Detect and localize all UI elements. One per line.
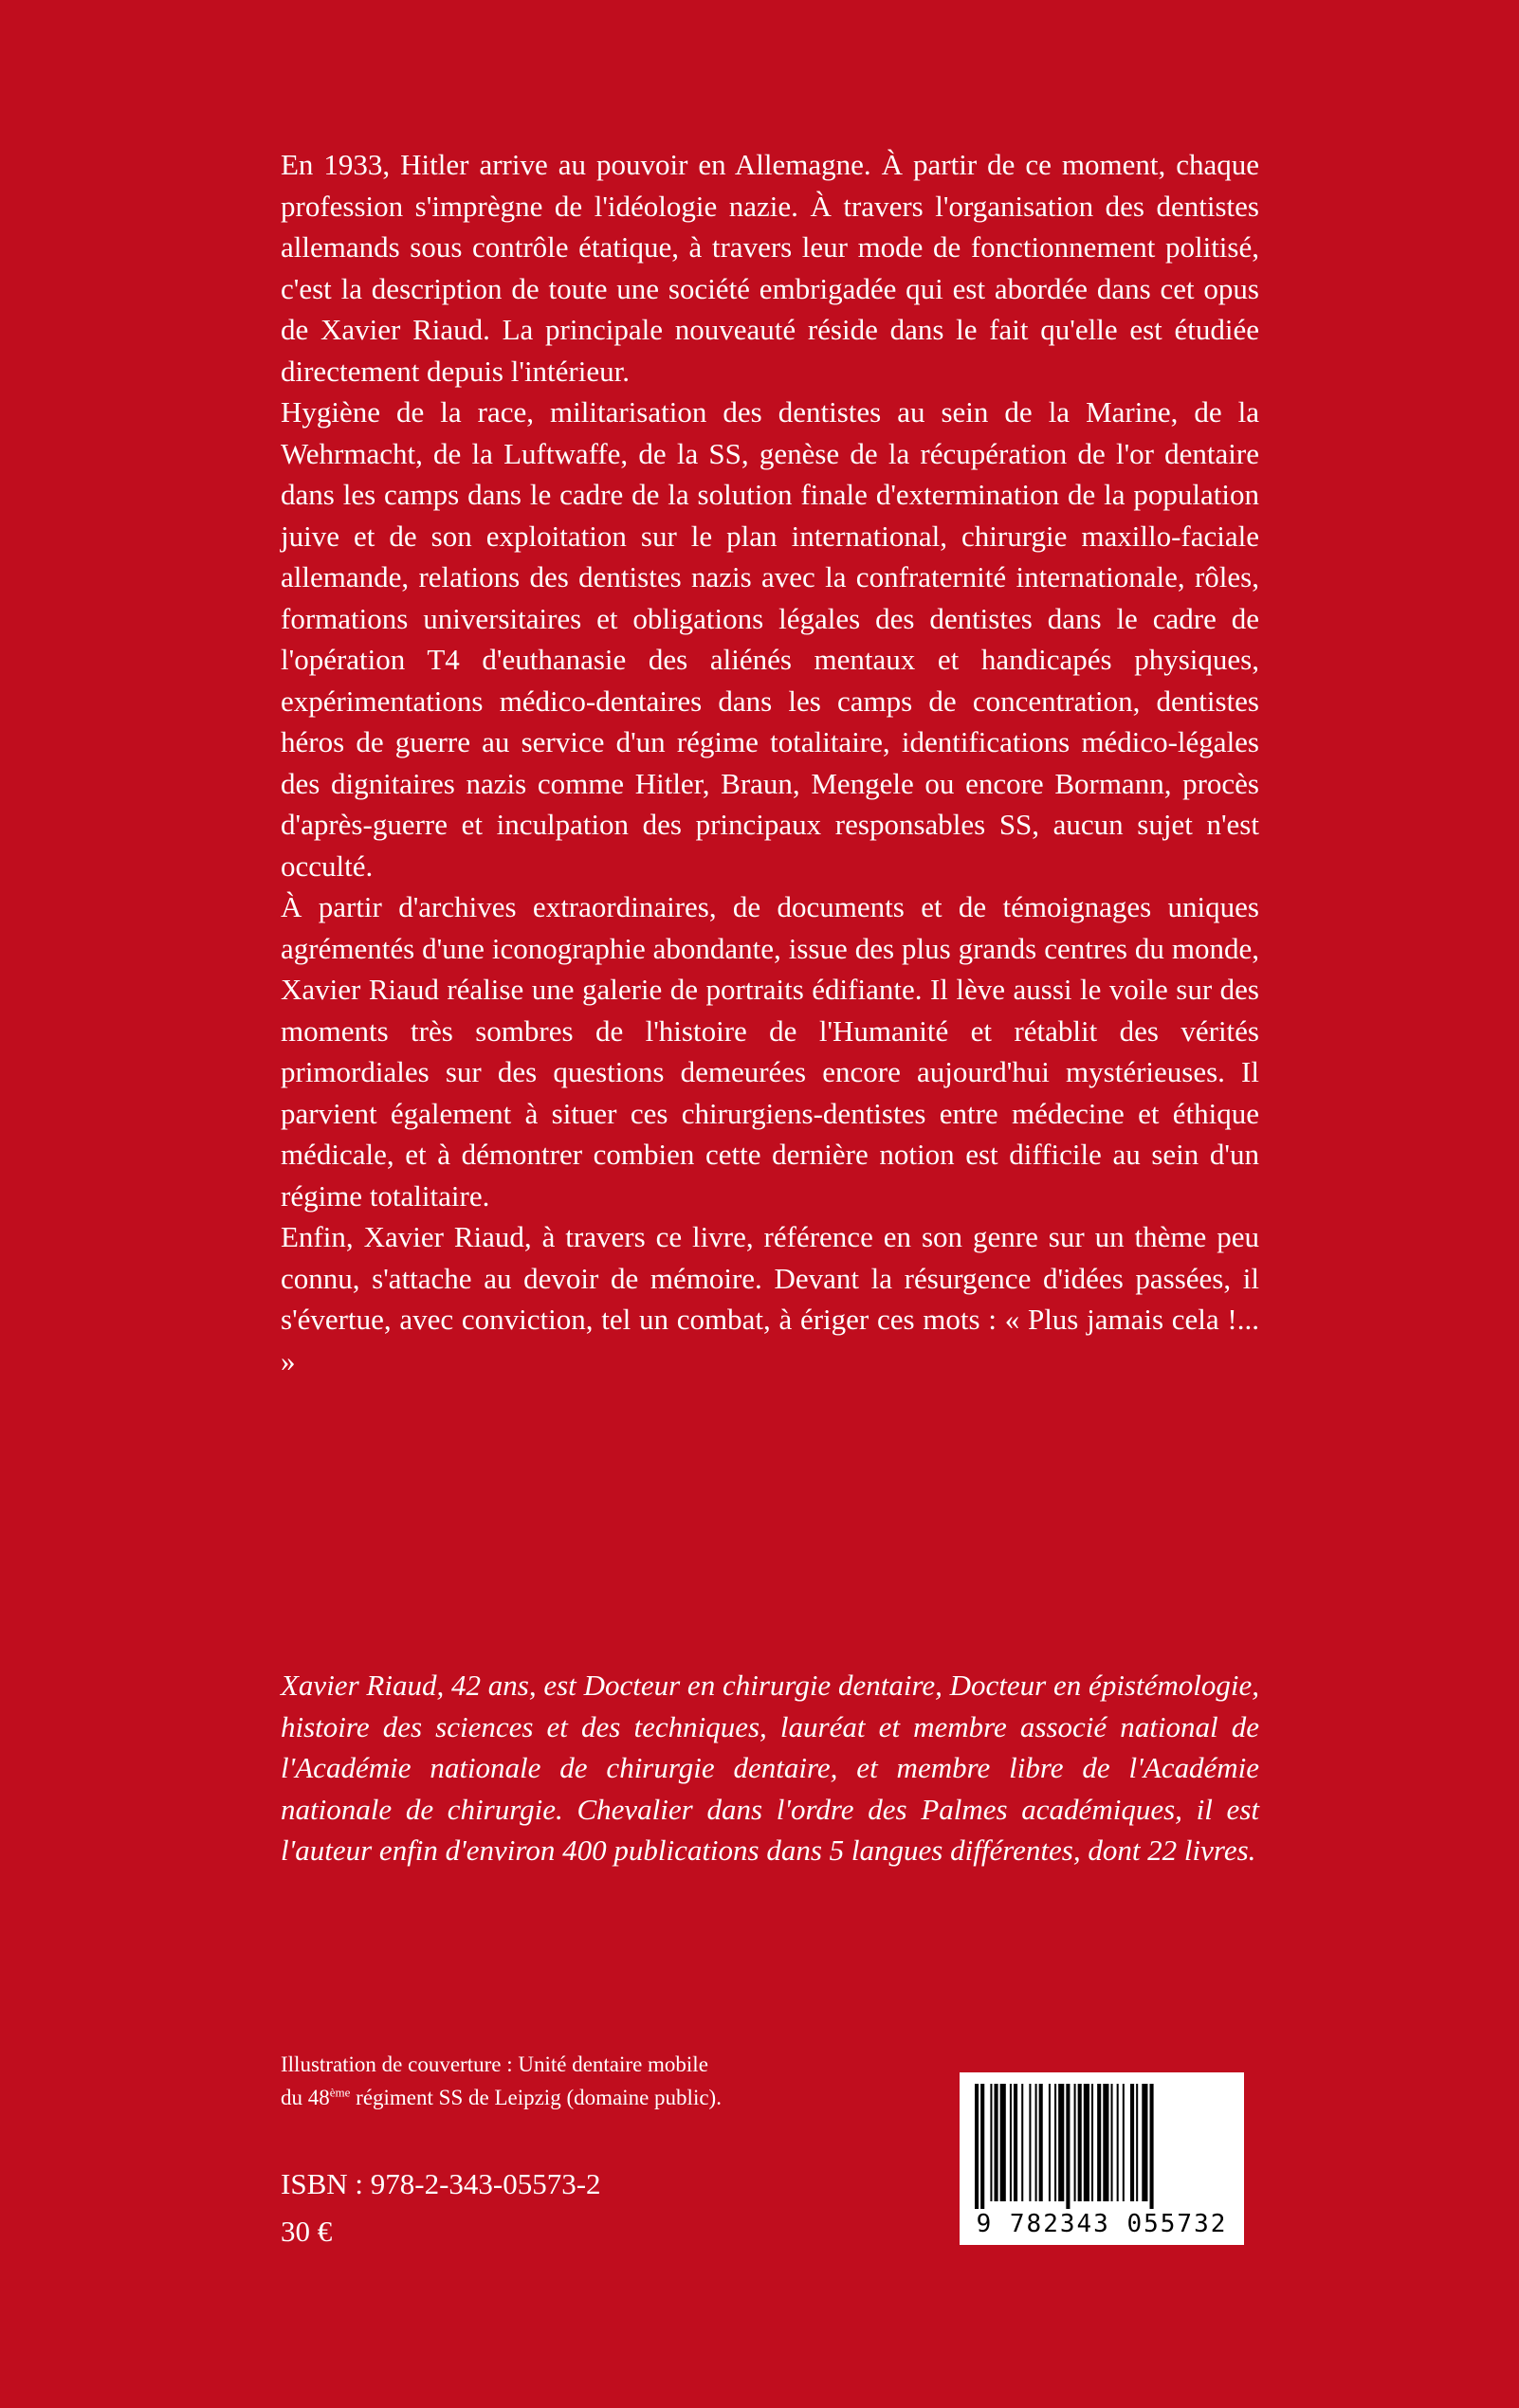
barcode-bar	[995, 2084, 998, 2201]
price: 30 €	[281, 2215, 333, 2248]
illustration-credit-line-2	[281, 2081, 888, 2114]
barcode-bar	[1058, 2084, 1064, 2201]
barcode-bar	[1049, 2084, 1051, 2201]
barcode-bar	[1111, 2084, 1113, 2201]
isbn: ISBN : 978-2-343-05573-2	[281, 2167, 601, 2200]
barcode-bar	[990, 2084, 992, 2201]
credit-line-2-prefix: du 48	[281, 2086, 330, 2109]
barcode-bar	[1021, 2084, 1023, 2201]
synopsis-paragraph-2: Hygiène de la race, militarisation des dentistes au sein de la Marine, de la Wehrmacht, de la Luftwaffe, de la SS, genèse de la récupération de l'or dentaire dans les camps dans le cadre de la solution finale d'extermination de la population juive et de son exploitation sur le plan international, chirurgie maxillo-faciale allemande, relations des dentistes nazis avec la confraternité internationale, rôles, formations universitaires et obligations légales des dentistes dans le cadre de l'opération T4 d'euthanasie des aliénés mentaux et handicapés physiques, expérimentations médico-dentaires dans les camps de concentration, dentistes héros de guerre au service d'un régime totalitaire, identifications médico-légales des dignitaires nazis comme Hitler, Braun, Mengele ou encore Bormann, procès d'après-guerre et inculpation des principaux responsables SS, aucun sujet n'est occulté.	[281, 395, 1259, 883]
synopsis	[281, 144, 1259, 1381]
barcode-bar	[1035, 2084, 1037, 2201]
barcode-bar	[1029, 2084, 1031, 2201]
barcode-bar	[1054, 2084, 1056, 2201]
barcode-bar	[1136, 2084, 1138, 2201]
barcode-bar	[1103, 2084, 1108, 2201]
illustration-credit	[281, 2048, 888, 2114]
barcode-bar	[1066, 2084, 1070, 2209]
barcode-bar	[980, 2084, 984, 2209]
barcode-bar	[1117, 2084, 1119, 2201]
synopsis-paragraph-3: À partir d'archives extraordinaires, de documents et de témoignages uniques agrémentés d'une iconographie abondante, issue des plus grands centres du monde, Xavier Riaud réalise une galerie de portraits édifiante. Il lève aussi le voile sur des moments très sombres de l'histoire de l'Humanité et rétablit des vérités primordiales sur des questions demeurées encore aujourd'hui mystérieuses. Il parvient également à situer ces chirurgiens-dentistes entre médecine et éthique médicale, et à démontrer combien cette dernière notion est difficile au sein d'un régime totalitaire.	[281, 890, 1259, 1213]
barcode-bar	[1097, 2084, 1101, 2201]
barcode-digits: 9 782343 055732	[976, 2210, 1228, 2238]
credit-line-2-suffix: régiment SS de Leipzig (domaine public).	[350, 2086, 722, 2109]
barcode-bar	[1074, 2084, 1076, 2201]
credit-superscript: ème	[329, 2085, 351, 2100]
barcode-bar	[1084, 2084, 1089, 2201]
barcode-bar	[975, 2084, 979, 2209]
barcode-bars-icon	[973, 2084, 1231, 2209]
barcode-bar	[1078, 2084, 1082, 2201]
barcode-bar	[1014, 2084, 1017, 2201]
barcode-bar	[1010, 2084, 1012, 2201]
barcode-bar	[1142, 2084, 1147, 2201]
barcode	[960, 2072, 1244, 2245]
barcode-bar	[1150, 2084, 1154, 2209]
barcode-bar	[1000, 2084, 1006, 2201]
barcode-bar	[1039, 2084, 1043, 2201]
author-bio: Xavier Riaud, 42 ans, est Docteur en chirurgie dentaire, Docteur en épistémologie, histoire des sciences et des techniques, lauréat et membre associé national de l'Académie nationale de chirurgie dentaire, et membre libre de l'Académie nationale de chirurgie. Chevalier dans l'ordre des Palmes académiques, il est l'auteur enfin d'environ 400 publications dans 5 langues différentes, dont 22 livres.	[281, 1669, 1259, 1867]
illustration-credit-line-1: Illustration de couverture : Unité dentaire mobile	[281, 2052, 708, 2076]
barcode-bar	[1123, 2084, 1125, 2201]
barcode-bar	[1130, 2084, 1134, 2201]
barcode-bar	[1091, 2084, 1093, 2201]
synopsis-paragraph-1: En 1933, Hitler arrive au pouvoir en Allemagne. À partir de ce moment, chaque profession s'imprègne de l'idéologie nazie. À travers l'organisation des dentistes allemands sous contrôle étatique, à travers leur mode de fonctionnement politisé, c'est la description de toute une société embrigadée qui est abordée dans cet opus de Xavier Riaud. La principale nouveauté réside dans le fait qu'elle est étudiée directement depuis l'intérieur.	[281, 148, 1259, 388]
synopsis-paragraph-4: Enfin, Xavier Riaud, à travers ce livre, référence en son genre sur un thème peu connu, s'attache au devoir de mémoire. Devant la résurgence d'idées passées, il s'évertue, avec conviction, tel un combat, à ériger ces mots : « Plus jamais cela !... »	[281, 1220, 1259, 1377]
